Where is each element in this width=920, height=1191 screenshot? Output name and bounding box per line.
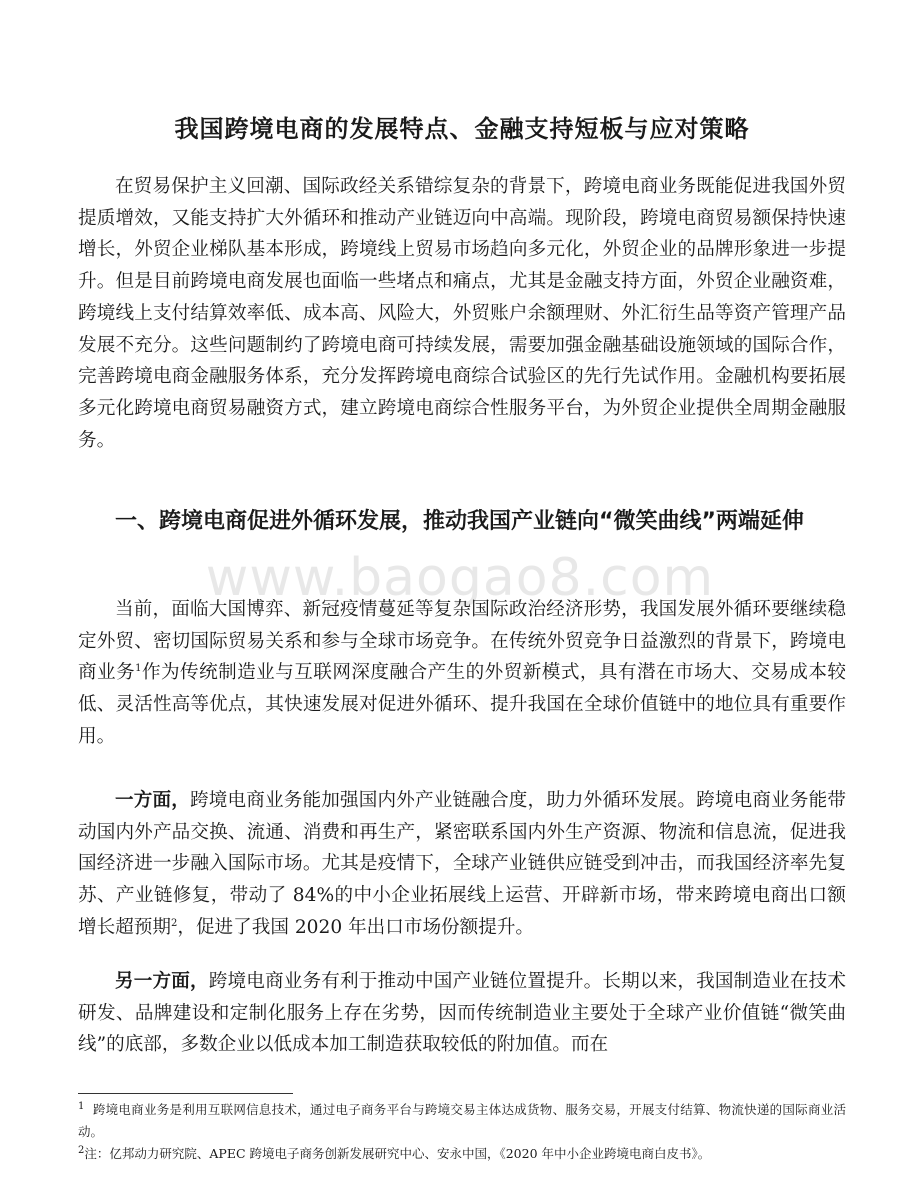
section1-paragraph-3: [78, 966, 846, 1061]
footnote-ref-2[interactable]: 2: [170, 917, 178, 929]
paragraph-text: 跨境电商业务有利于推动中国产业链位置提升。长期以来，我国制造业在技术研发、品牌建设和定制化服务上存在劣势，因而传统制造业主要处于全球产业价值链“微笑曲线”的底部，多数企业以低成本加工制造获取较低的附加值。而在: [78, 971, 846, 1056]
footnote-mark: 1: [78, 1100, 85, 1112]
paragraph-text: 作为传统制造业与互联网深度融合产生的外贸新模式，具有潜在市场大、交易成本较低、灵活性高等优点，其快速发展对促进外循环、提升我国在全球价值链中的地位具有重要作用。: [78, 662, 846, 747]
paragraph-lead: 一方面，: [115, 790, 190, 811]
section1-paragraph-1: [78, 594, 846, 753]
footnote-divider: [78, 1093, 293, 1094]
watermark: www.baogao8.com: [205, 548, 715, 608]
footnote-1: [78, 1099, 846, 1143]
paragraph-text: 跨境电商业务能加强国内外产业链融合度，助力外循环发展。跨境电商业务能带动国内外产品交换、流通、消费和再生产，紧密联系国内外生产资源、物流和信息流，促进我国经济进一步融入国际市场。尤其是疫情下，全球产业链供应链受到冲击，而我国经济率先复苏、产业链修复，带动了 84%的中小企业拓展线上运营、开辟新市场，带来跨境电商出口额增长超预期: [78, 790, 846, 938]
footnote-mark: 2: [78, 1144, 85, 1156]
section1-paragraph-2: [78, 785, 846, 944]
paragraph-text: 当前，面临大国博弈、新冠疫情蔓延等复杂国际政治经济形势，我国发展外循环要继续稳定外贸、密切国际贸易关系和参与全球市场竞争。在传统外贸竞争日益激烈的背景下，跨境电商业务: [78, 599, 846, 684]
paragraph-text: ，促进了我国 2020 年出口市场份额提升。: [177, 916, 535, 938]
footnote-text: 注：亿邦动力研究院、APEC 跨境电子商务创新发展研究中心、安永中国，《2020 年中小企业跨境电商白皮书》。: [84, 1146, 711, 1161]
document-page: [78, 0, 846, 1191]
footnote-ref-1[interactable]: 1: [135, 663, 142, 675]
footnote-text: 跨境电商业务是利用互联网信息技术，通过电子商务平台与跨境交易主体达成货物、服务交易，开展支付结算、物流快递的国际商业活动。: [78, 1102, 846, 1139]
intro-paragraph: 在贸易保护主义回潮、国际政经关系错综复杂的背景下，跨境电商业务既能促进我国外贸提质增效，又能支持扩大外循环和推动产业链迈向中高端。现阶段，跨境电商贸易额保持快速增长，外贸企业梯队基本形成，跨境线上贸易市场趋向多元化，外贸企业的品牌形象进一步提升。但是目前跨境电商发展也面临一些堵点和痛点，尤其是金融支持方面，外贸企业融资难，跨境线上支付结算效率低、成本高、风险大，外贸账户余额理财、外汇衍生品等资产管理产品发展不充分。这些问题制约了跨境电商可持续发展，需要加强金融基础设施领域的国际合作，完善跨境电商金融服务体系，充分发挥跨境电商综合试验区的先行先试作用。金融机构要拓展多元化跨境电商贸易融资方式，建立跨境电商综合性服务平台，为外贸企业提供全周期金融服务。: [78, 176, 846, 451]
paragraph-lead: 另一方面，: [115, 971, 209, 992]
footnote-2: [78, 1143, 846, 1165]
document-title: 我国跨境电商的发展特点、金融支持短板与应对策略: [174, 115, 750, 143]
section-heading-1: 一、跨境电商促进外循环发展，推动我国产业链向“微笑曲线”两端延伸: [115, 509, 804, 534]
